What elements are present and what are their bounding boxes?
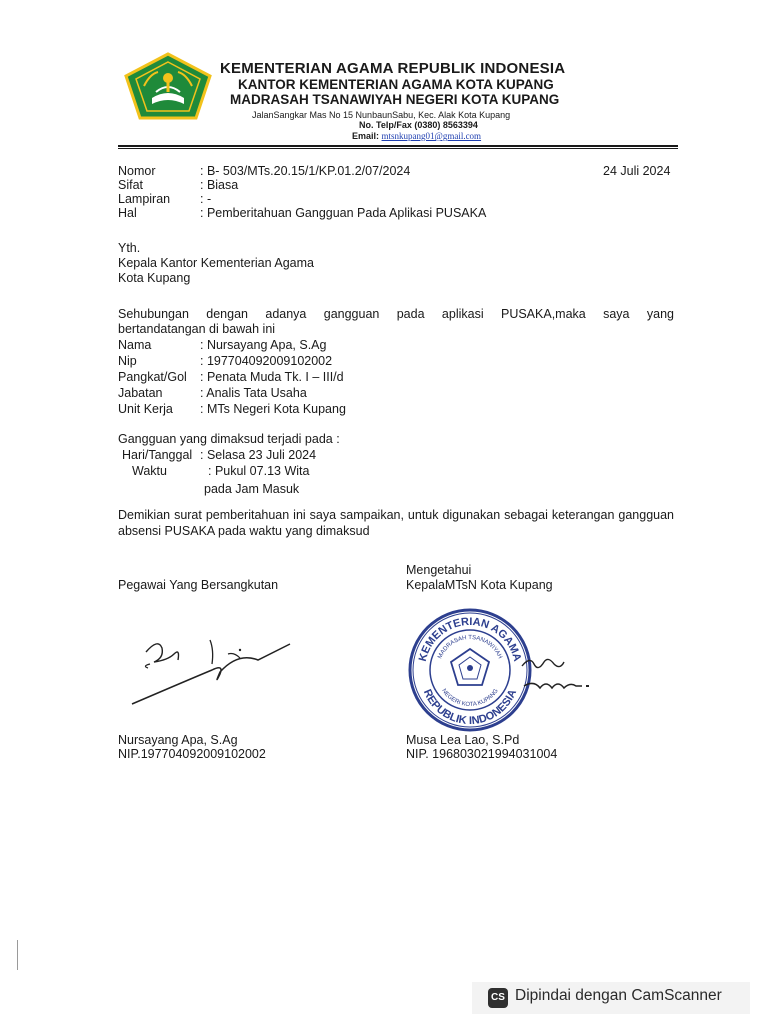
field-pangkat-label: Pangkat/Gol (118, 370, 187, 384)
body-intro-line-2: bertandatangan di bawah ini (118, 322, 276, 336)
stamp-lower-inner-text: NEGERI KOTA KUPANG (440, 688, 500, 709)
stamp-bottom-text: REPUBLIK INDONESIA (420, 687, 520, 728)
time-value: : Pukul 07.13 Wita (208, 464, 310, 478)
left-signature-icon (128, 630, 298, 710)
scan-edge-mark (17, 940, 18, 970)
recipient-yth: Yth. (118, 241, 141, 255)
camscanner-label: Dipindai dengan CamScanner (515, 987, 722, 1004)
field-unit-value: : MTs Negeri Kota Kupang (200, 402, 346, 416)
ministry-logo-icon (122, 52, 214, 122)
left-signer-title: Pegawai Yang Bersangkutan (118, 578, 279, 592)
nomor-value: : B- 503/MTs.20.15/1/KP.01.2/07/2024 (200, 164, 411, 178)
sifat-value: : Biasa (200, 178, 239, 192)
letterhead-line-1: KEMENTERIAN AGAMA REPUBLIK INDONESIA (220, 60, 566, 77)
email-link[interactable]: mtsnkupang01@gmail.com (381, 131, 482, 141)
official-stamp-icon (405, 605, 535, 735)
field-jabatan-label: Jabatan (118, 386, 163, 400)
hal-label: Hal (118, 206, 137, 220)
field-unit-label: Unit Kerja (118, 402, 173, 416)
field-nama-value: : Nursayang Apa, S.Ag (200, 338, 327, 352)
right-signature-icon (520, 650, 600, 700)
day-value: : Selasa 23 Juli 2024 (200, 448, 317, 462)
letterhead-divider-thick (118, 145, 678, 147)
letterhead-phone: No. Telp/Fax (0380) 8563394 (359, 120, 478, 130)
field-nip-value: : 197704092009102002 (200, 354, 333, 368)
letter-date: 24 Juli 2024 (603, 164, 671, 178)
recipient-line-2: Kota Kupang (118, 271, 191, 285)
letterhead-email (352, 131, 481, 141)
right-signer-name: Musa Lea Lao, S.Pd (406, 733, 520, 747)
hal-value: : Pemberitahuan Gangguan Pada Aplikasi PUSAKA (200, 206, 487, 220)
camscanner-logo-icon: CS (488, 988, 508, 1008)
stamp-outer-text: KEMENTERIAN AGAMA (416, 615, 524, 663)
disturbance-intro: Gangguan yang dimaksud terjadi pada : (118, 432, 340, 446)
body-intro-line-1: Sehubungan dengan adanya gangguan pada aplikasi PUSAKA,maka saya yang (118, 307, 674, 321)
field-jabatan-value: : Analis Tata Usaha (200, 386, 307, 400)
closing-line-2: absensi PUSAKA pada waktu yang dimaksud (118, 524, 370, 538)
field-nama-label: Nama (118, 338, 152, 352)
nomor-label: Nomor (118, 164, 156, 178)
field-nip-label: Nip (118, 354, 137, 368)
letterhead-line-3: MADRASAH TSANAWIYAH NEGERI KOTA KUPANG (230, 92, 560, 107)
sifat-label: Sifat (118, 178, 144, 192)
day-label: Hari/Tanggal (122, 448, 193, 462)
letterhead-address: JalanSangkar Mas No 15 NunbaunSabu, Kec. Alak Kota Kupang (252, 110, 511, 120)
lampiran-value: : - (200, 192, 212, 206)
right-signer-title: KepalaMTsN Kota Kupang (406, 578, 553, 592)
left-signer-name: Nursayang Apa, S.Ag (118, 733, 238, 747)
email-label: Email: (352, 131, 380, 141)
letterhead-line-2: KANTOR KEMENTERIAN AGAMA KOTA KUPANG (238, 77, 554, 92)
letterhead-divider-thin (118, 148, 678, 149)
time-label: Waktu (132, 464, 167, 478)
time-note: pada Jam Masuk (204, 482, 300, 496)
lampiran-label: Lampiran (118, 192, 171, 206)
recipient-line-1: Kepala Kantor Kementerian Agama (118, 256, 314, 270)
right-signer-nip: NIP. 196803021994031004 (406, 747, 558, 761)
right-known: Mengetahui (406, 563, 472, 577)
left-signer-nip: NIP.197704092009102002 (118, 747, 266, 761)
closing-line-1: Demikian surat pemberitahuan ini saya sampaikan, untuk digunakan sebagai keterangan gangguan (118, 508, 674, 522)
stamp-inner-text: MADRASAH TSANAWIYAH (437, 634, 503, 660)
field-pangkat-value: : Penata Muda Tk. I – III/d (200, 370, 344, 384)
